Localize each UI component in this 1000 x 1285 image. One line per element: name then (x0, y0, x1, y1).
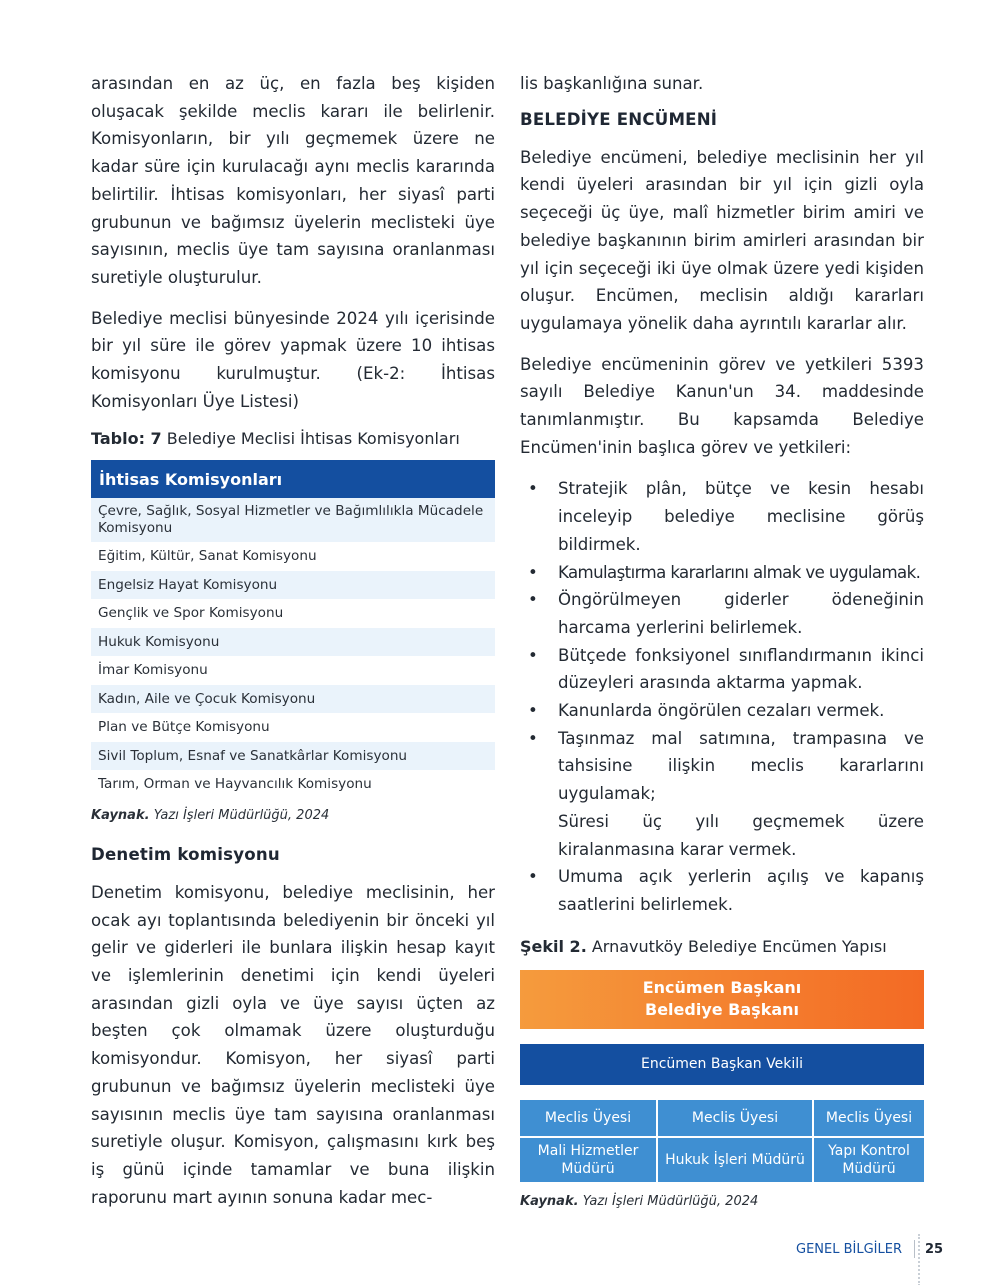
table-cell: Tarım, Orman ve Hayvancılık Komisyonu (91, 770, 495, 799)
figure-caption-label: Şekil 2. (520, 936, 587, 956)
list-item: • Öngörülmeyen giderler ödeneğinin harcama yerlerini belirlemek. (520, 586, 924, 641)
org-box-meclis-uyesi: Meclis Üyesi (814, 1100, 924, 1138)
table-cell: Eğitim, Kültür, Sanat Komisyonu (91, 542, 495, 571)
subheading-denetim: Denetim komisyonu (91, 844, 280, 864)
table-row (91, 628, 495, 657)
left-column (91, 70, 495, 1211)
table-source (91, 808, 495, 823)
paragraph-ihtisas-2024: Belediye meclisi bünyesinde 2024 yılı içerisinde bir yıl süre ile görev yapmak üzere 10 ihtisas komisyonu kurulmuştur. (Ek-2: İhtisas Komisyonları Üye Listesi) (91, 308, 495, 411)
table-cell: Engelsiz Hayat Komisyonu (91, 571, 495, 600)
table-caption-text: Belediye Meclisi İhtisas Komisyonları (166, 429, 460, 449)
table-row (91, 498, 495, 542)
list-item: • Kamulaştırma kararlarını almak ve uygulamak. (520, 559, 924, 587)
org-box-yapi-kontrol: Yapı Kontrol Müdürü (814, 1138, 924, 1182)
figure-source (520, 1194, 924, 1209)
table-cell: Çevre, Sağlık, Sosyal Hizmetler ve Bağımlılıkla Mücadele Komisyonu (91, 498, 495, 542)
org-box-mali-hizmetler: Mali Hizmetler Müdürü (520, 1138, 658, 1182)
heading-belediye-encumeni: BELEDİYE ENCÜMENİ (520, 109, 718, 129)
list-item: • Taşınmaz mal satımına, trampasına ve tahsisine ilişkin meclis kararlarını uygulamak; (520, 725, 924, 808)
org-box-hukuk-isleri: Hukuk İşleri Müdürü (658, 1138, 814, 1182)
table-cell: Sivil Toplum, Esnaf ve Sanatkârlar Komisyonu (91, 742, 495, 771)
table-row (91, 571, 495, 600)
table-caption (91, 429, 495, 448)
source-label: Kaynak. (520, 1193, 579, 1209)
table-row (91, 599, 495, 628)
source-text: Yazı İşleri Müdürlüğü, 2024 (582, 1193, 759, 1209)
list-item: • Kanunlarda öngörülen cezaları vermek. (520, 697, 924, 725)
org-box-meclis-uyesi: Meclis Üyesi (658, 1100, 814, 1138)
paragraph-encumen-tanim: Belediye encümeni, belediye meclisinin her yıl kendi üyeleri arasından bir yıl için gizli oyla seçeceği üç üye, malî hizmetler birim amiri ve belediye başkanının birim amirleri arasından bir yıl için seçeceği iki üye olmak üzere yedi kişiden oluşur. Encümen, meclisin aldığı kararları uygulamaya yönelik daha ayrıntılı kararlar alır. (520, 147, 924, 333)
source-label: Kaynak. (91, 807, 150, 823)
paragraph-continuation: lis başkanlığına sunar. (520, 74, 704, 93)
list-item: • Umuma açık yerlerin açılış ve kapanış saatlerini belirlemek. (520, 863, 924, 918)
org-box-baskan-vekili: Encümen Başkan Vekili (520, 1044, 924, 1085)
gorev-list (520, 475, 924, 918)
paragraph-komisyon-kurulus: arasından en az üç, en fazla beş kişiden oluşacak şekilde meclis kararı ile belirlenir. Komisyonların, bir yılı geçmemek üzere ne kadar süre için kurulacağı aynı meclis kararında belirtilir. İhtisas komisyonları, her siyasî parti grubunun ve bağımsız üyelerin meclisteki üye sayısının, meclis üye tam sayısına oranlanması suretiyle oluşturulur. (91, 74, 495, 287)
table-cell: Gençlik ve Spor Komisyonu (91, 599, 495, 628)
table-caption-label: Tablo: 7 (91, 429, 162, 449)
page-footer (796, 1240, 943, 1258)
table-row (91, 542, 495, 571)
figure-caption-text: Arnavutköy Belediye Encümen Yapısı (591, 936, 887, 956)
table-row (91, 713, 495, 742)
org-top-line2: Belediye Başkanı (645, 1000, 799, 1020)
org-box-encumen-baskani (520, 970, 924, 1029)
table-row (91, 685, 495, 714)
org-box-meclis-uyesi: Meclis Üyesi (520, 1100, 658, 1138)
source-text: Yazı İşleri Müdürlüğü, 2024 (153, 807, 330, 823)
encumen-org-chart (520, 970, 924, 1182)
table-cell: Hukuk Komisyonu (91, 628, 495, 657)
table-header: İhtisas Komisyonları (91, 460, 495, 498)
paragraph-encumen-gorev: Belediye encümeninin görev ve yetkileri 5393 sayılı Belediye Kanun'un 34. maddesinde tanımlanmıştır. Bu kapsamda Belediye Encümen'inin başlıca görev ve yetkileri: (520, 354, 924, 457)
list-item: • Bütçede fonksiyonel sınıflandırmanın ikinci düzeyleri arasında aktarma yapmak. (520, 642, 924, 697)
figure-caption (520, 937, 924, 956)
table-row (91, 742, 495, 771)
decorative-dotted-line (918, 1234, 920, 1285)
table-cell: Kadın, Aile ve Çocuk Komisyonu (91, 685, 495, 714)
list-item: • Stratejik plân, bütçe ve kesin hesabı inceleyip belediye meclisine görüş bildirmek. (520, 475, 924, 558)
right-column (520, 70, 924, 1209)
table-cell: Plan ve Bütçe Komisyonu (91, 713, 495, 742)
org-members-grid (520, 1100, 924, 1182)
table-row (91, 770, 495, 799)
table-cell: İmar Komisyonu (91, 656, 495, 685)
ihtisas-komisyonlari-table (91, 460, 495, 799)
table-row (91, 656, 495, 685)
org-top-line1: Encümen Başkanı (642, 978, 802, 998)
page-number: 25 (925, 1241, 944, 1257)
footer-divider (914, 1240, 915, 1258)
footer-section-title: GENEL BİLGİLER (796, 1241, 902, 1257)
list-item-continuation: Süresi üç yılı geçmemek üzere kiralanmasına karar vermek. (558, 811, 924, 859)
paragraph-denetim: Denetim komisyonu, belediye meclisinin, her ocak ayı toplantısında belediyenin bir önceki yıl gelir ve giderleri ile bunlara ilişkin hesap kayıt ve işlemlerinin denetimi için kendi üyeleri arasından gizli oyla ve üye sayısı üçten az beşten çok olmamak üzere oluşturduğu komisyondur. Komisyon, her siyasî parti grubunun ve bağımsız üyelerin meclisteki üye sayısının meclis üye tam sayısına oranlanması suretiyle oluşur. Komisyon, çalışmasını kırk beş iş günü içinde tamamlar ve buna ilişkin raporunu mart ayının sonuna kadar mec- (91, 882, 495, 1207)
